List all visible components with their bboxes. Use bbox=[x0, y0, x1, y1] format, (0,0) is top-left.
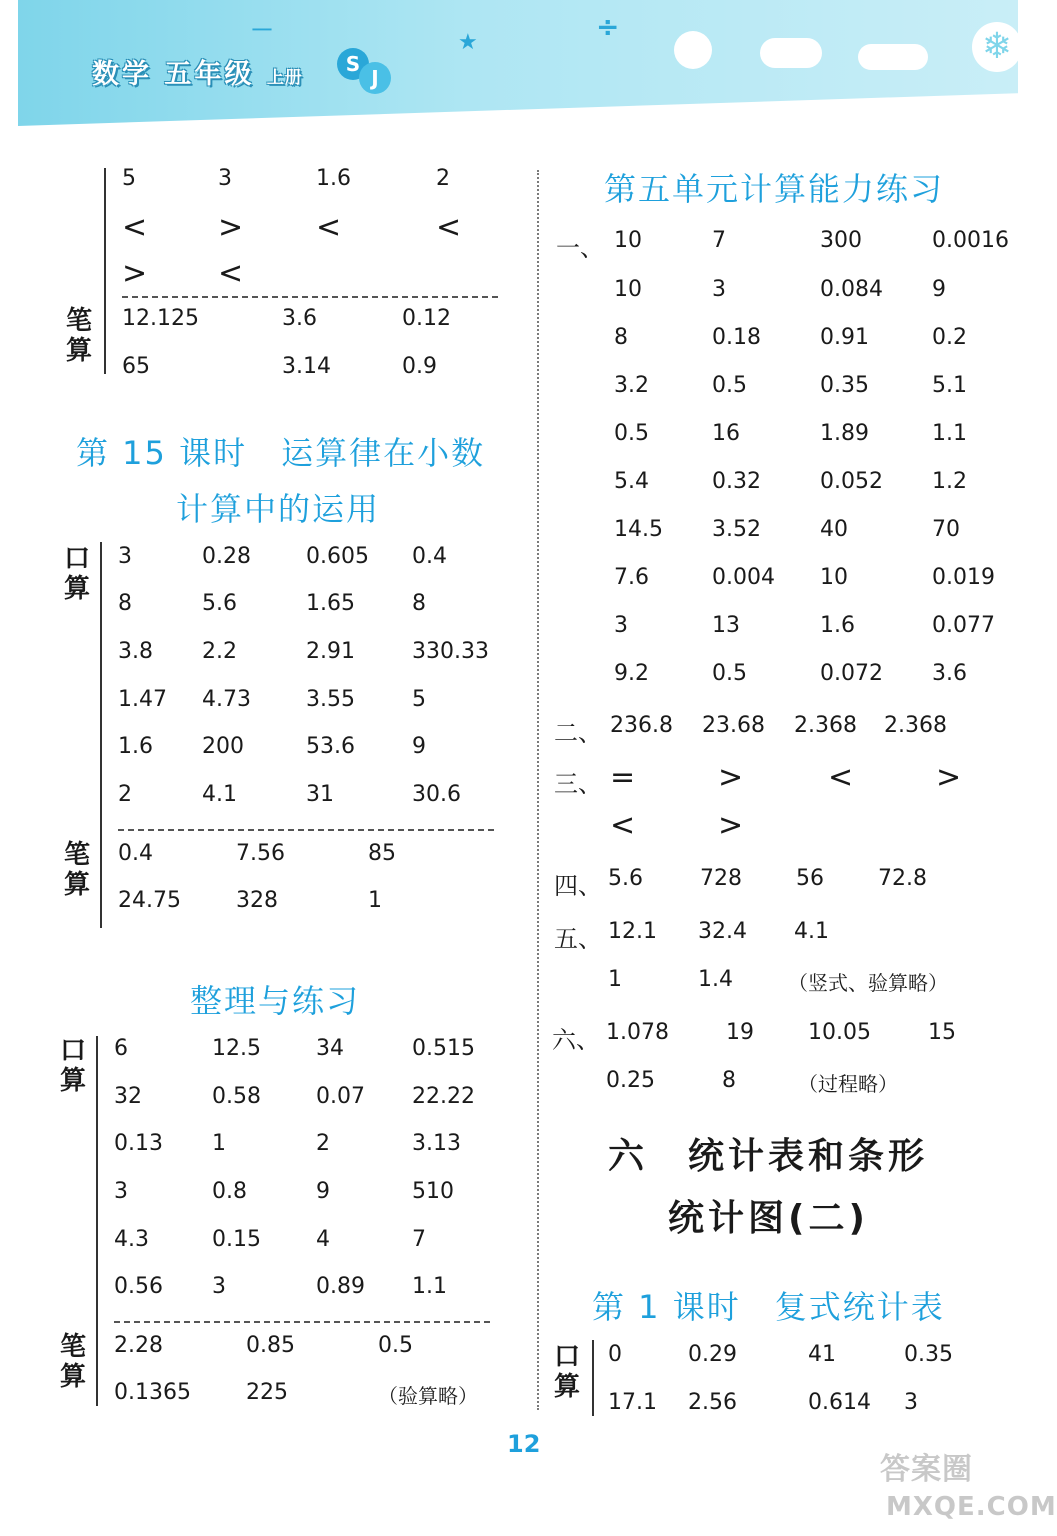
column-divider bbox=[537, 170, 539, 1410]
page-number: 12 bbox=[507, 1430, 541, 1458]
watermark-url: MXQE.COM bbox=[886, 1492, 1057, 1522]
chapter-title: 六 统计表和条形 bbox=[608, 1136, 929, 1177]
bisuan-label: 笔算 bbox=[63, 840, 90, 900]
answer-bracket bbox=[592, 1340, 594, 1416]
question-label: 三、 bbox=[554, 770, 602, 798]
kousuan-label: 口算 bbox=[553, 1342, 580, 1402]
answer-bracket bbox=[104, 168, 106, 374]
bisuan-label: 笔算 bbox=[59, 1332, 86, 1392]
divide-icon: ÷ bbox=[596, 10, 620, 43]
lesson-title: 第 1 课时 复式统计表 bbox=[592, 1288, 945, 1326]
question-label: 六、 bbox=[552, 1026, 600, 1054]
sun-icon bbox=[674, 31, 712, 69]
kousuan-label: 口算 bbox=[59, 1036, 86, 1096]
book-title bbox=[92, 52, 303, 91]
watermark: 答案圈 bbox=[880, 1452, 973, 1487]
bisuan-label: 笔算 bbox=[65, 306, 92, 366]
kousuan-label: 口算 bbox=[63, 544, 90, 604]
lesson-title: 计算中的运用 bbox=[176, 490, 381, 528]
question-label: 四、 bbox=[554, 872, 602, 900]
dashed-separator bbox=[118, 829, 494, 831]
book-title-text: 数学 五年级 bbox=[92, 59, 255, 90]
answer-bracket bbox=[100, 542, 102, 928]
publisher-logo bbox=[337, 48, 395, 94]
star-icon: ★ bbox=[458, 30, 478, 55]
minus-icon: － bbox=[250, 16, 274, 44]
lesson-title: 第 15 课时 运算律在小数 bbox=[76, 434, 486, 472]
logo-s: S bbox=[337, 48, 369, 80]
question-label: 一、 bbox=[556, 234, 604, 262]
snowflake-icon: ❄ bbox=[972, 22, 1022, 72]
cloud-icon bbox=[760, 38, 822, 68]
logo-j: J bbox=[359, 62, 391, 94]
section-title: 整理与练习 bbox=[190, 982, 361, 1020]
dashed-separator bbox=[114, 1321, 490, 1323]
chapter-title: 统计图(二) bbox=[668, 1198, 869, 1239]
answer-bracket bbox=[96, 1036, 98, 1406]
dashed-separator bbox=[122, 296, 498, 298]
question-label: 二、 bbox=[554, 719, 602, 747]
book-volume: 上册 bbox=[266, 68, 303, 88]
question-label: 五、 bbox=[554, 925, 602, 953]
unit-title: 第五单元计算能力练习 bbox=[604, 170, 945, 208]
cloud-icon bbox=[858, 44, 928, 70]
